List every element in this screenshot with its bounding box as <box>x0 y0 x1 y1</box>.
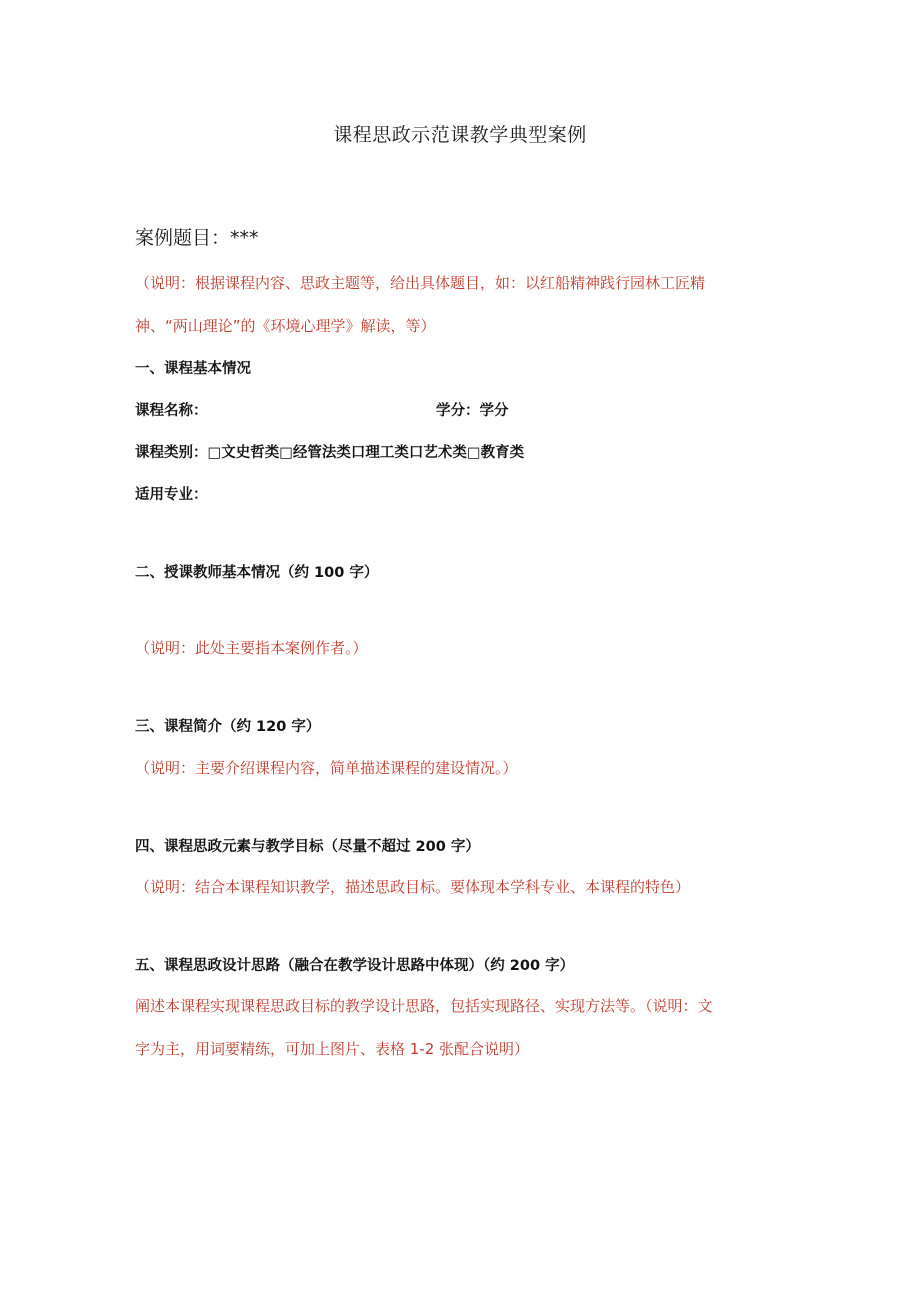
document-title: 课程思政示范课教学典型案例 <box>333 124 587 146</box>
section-1-heading: 一、课程基本情况 <box>135 361 251 377</box>
applicable-major-field: 适用专业： <box>135 487 208 503</box>
case-title-note-line-2: 神、“两山理论”的《环境心理学》解读，等） <box>135 317 436 335</box>
section-5-heading: 五、课程思政设计思路（融合在教学设计思路中体现）（约 200 字） <box>135 958 575 974</box>
section-4-heading: 四、课程思政元素与教学目标（尽量不超过 200 字） <box>135 839 480 855</box>
case-title-note-line-1: （说明：根据课程内容、思政主题等，给出具体题目，如：以红船精神践行园林工匠精 <box>135 274 706 292</box>
section-3-note: （说明：主要介绍课程内容，简单描述课程的建设情况。） <box>135 759 518 777</box>
credit-field: 学分：学分 <box>436 403 509 419</box>
section-5-body-line-2: 字为主，用词要精练，可加上图片、表格 1-2 张配合说明） <box>135 1040 530 1058</box>
course-category-field: 课程类别：□文史哲类□经管法类口理工类口艺术类□教育类 <box>135 445 525 461</box>
section-5-body-line-1: 阐述本课程实现课程思政目标的教学设计思路，包括实现路径、实现方法等。（说明：文 <box>135 997 713 1015</box>
course-name-field: 课程名称： <box>135 403 208 419</box>
section-2-note: （说明：此处主要指本案例作者。） <box>135 639 368 657</box>
section-3-heading: 三、课程简介（约 120 字） <box>135 719 321 735</box>
case-title: 案例题目：*** <box>135 227 259 249</box>
section-4-note: （说明：结合本课程知识教学，描述思政目标。要体现本学科专业、本课程的特色） <box>135 878 691 896</box>
section-2-heading: 二、授课教师基本情况（约 100 字） <box>135 565 379 581</box>
